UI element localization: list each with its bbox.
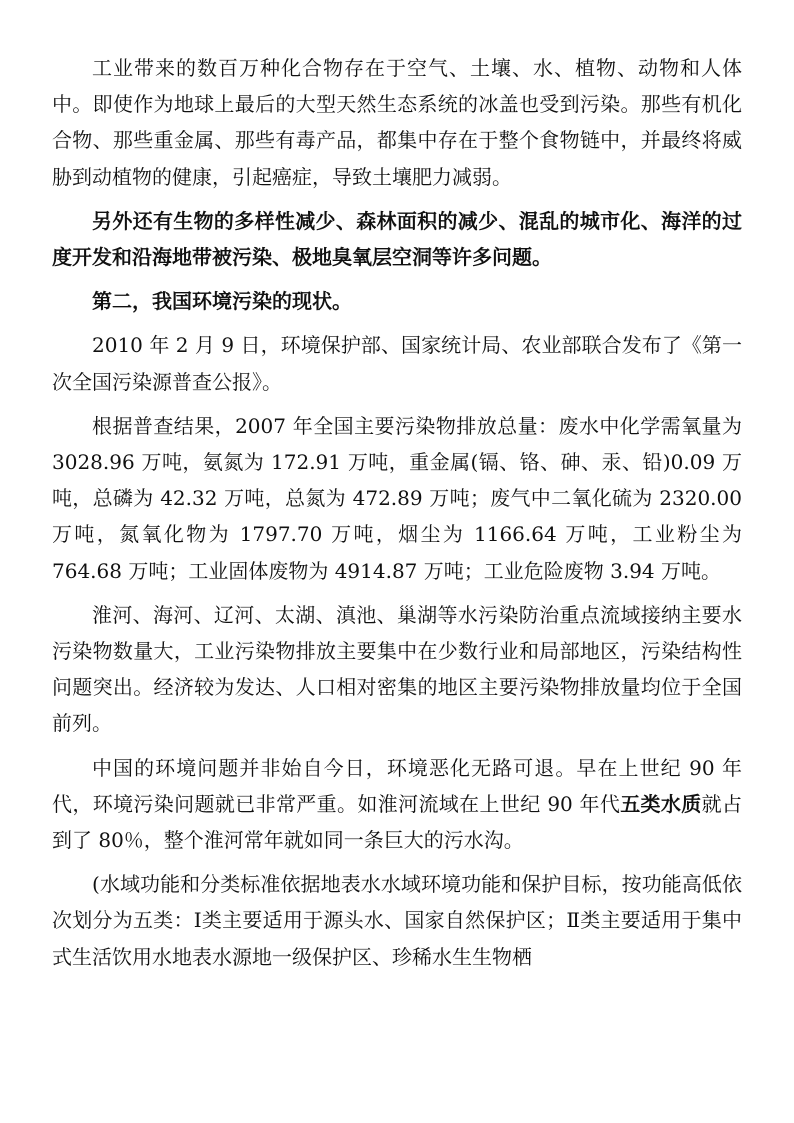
paragraph-industrial-compounds: 工业带来的数百万种化合物存在于空气、土壤、水、植物、动物和人体中。即使作为地球上最后的大型天然生态系统的冰盖也受到污染。那些有机化合物、那些重金属、那些有毒产品，都集中存在于整个食物链中，并最终将威胁到动植物的健康，引起癌症，导致土壤肥力减弱。 xyxy=(52,56,742,189)
paragraph-water-classification: (水域功能和分类标准依据地表水水域环境功能和保护目标，按功能高低依次划分为五类：Ⅰ类主要适用于源头水、国家自然保护区；Ⅱ类主要适用于集中式生活饮用水地表水源地一级保护区、珍稀水生生物栖 xyxy=(52,872,742,969)
section-heading-pollution-status: 第二，我国环境污染的现状。 xyxy=(92,289,352,314)
paragraph-huai-river-text-2: 就占到了 80％，整个淮河常年就如同一条巨大的污水沟。 xyxy=(52,791,742,853)
paragraph-other-problems: 另外还有生物的多样性减少、森林面积的减少、混乱的城市化、海洋的过度开发和沿海地带被污染、极地臭氧层空洞等许多问题。 xyxy=(52,208,742,270)
paragraph-huai-river xyxy=(52,750,742,859)
paragraph-census-results: 根据普查结果，2007 年全国主要污染物排放总量：废水中化学需氧量为 3028.96 万吨，氨氮为 172.91 万吨，重金属(镉、铬、砷、汞、铅)0.09 万吨，总磷为 42.32 万吨，总氮为 472.89 万吨；废气中二氧化硫为 2320.00 万吨，氮氧化物为 1797.70 万吨，烟尘为 1166.64 万吨，工业粉尘为 764.68 万吨；工业固体废物为 4914.87 万吨；工业危险废物 3.94 万吨。 xyxy=(52,413,742,583)
paragraph-census-announcement: 2010 年 2 月 9 日，环境保护部、国家统计局、农业部联合发布了《第一次全国污染源普查公报》。 xyxy=(52,333,742,394)
paragraph-huai-river-bold: 五类水质 xyxy=(620,791,702,816)
paragraph-river-basins: 淮河、海河、辽河、太湖、滇池、巢湖等水污染防治重点流域接纳主要水污染物数量大，工业污染物排放主要集中在少数行业和局部地区，污染结构性问题突出。经济较为发达、人口相对密集的地区主要污染物排放量均位于全国前列。 xyxy=(52,602,742,736)
paragraph-huai-river-text-1: 中国的环境问题并非始自今日，环境恶化无路可退。早在上世纪 90 年代，环境污染问题就已非常严重。如淮河流域在上世纪 90 年代 xyxy=(52,755,742,816)
